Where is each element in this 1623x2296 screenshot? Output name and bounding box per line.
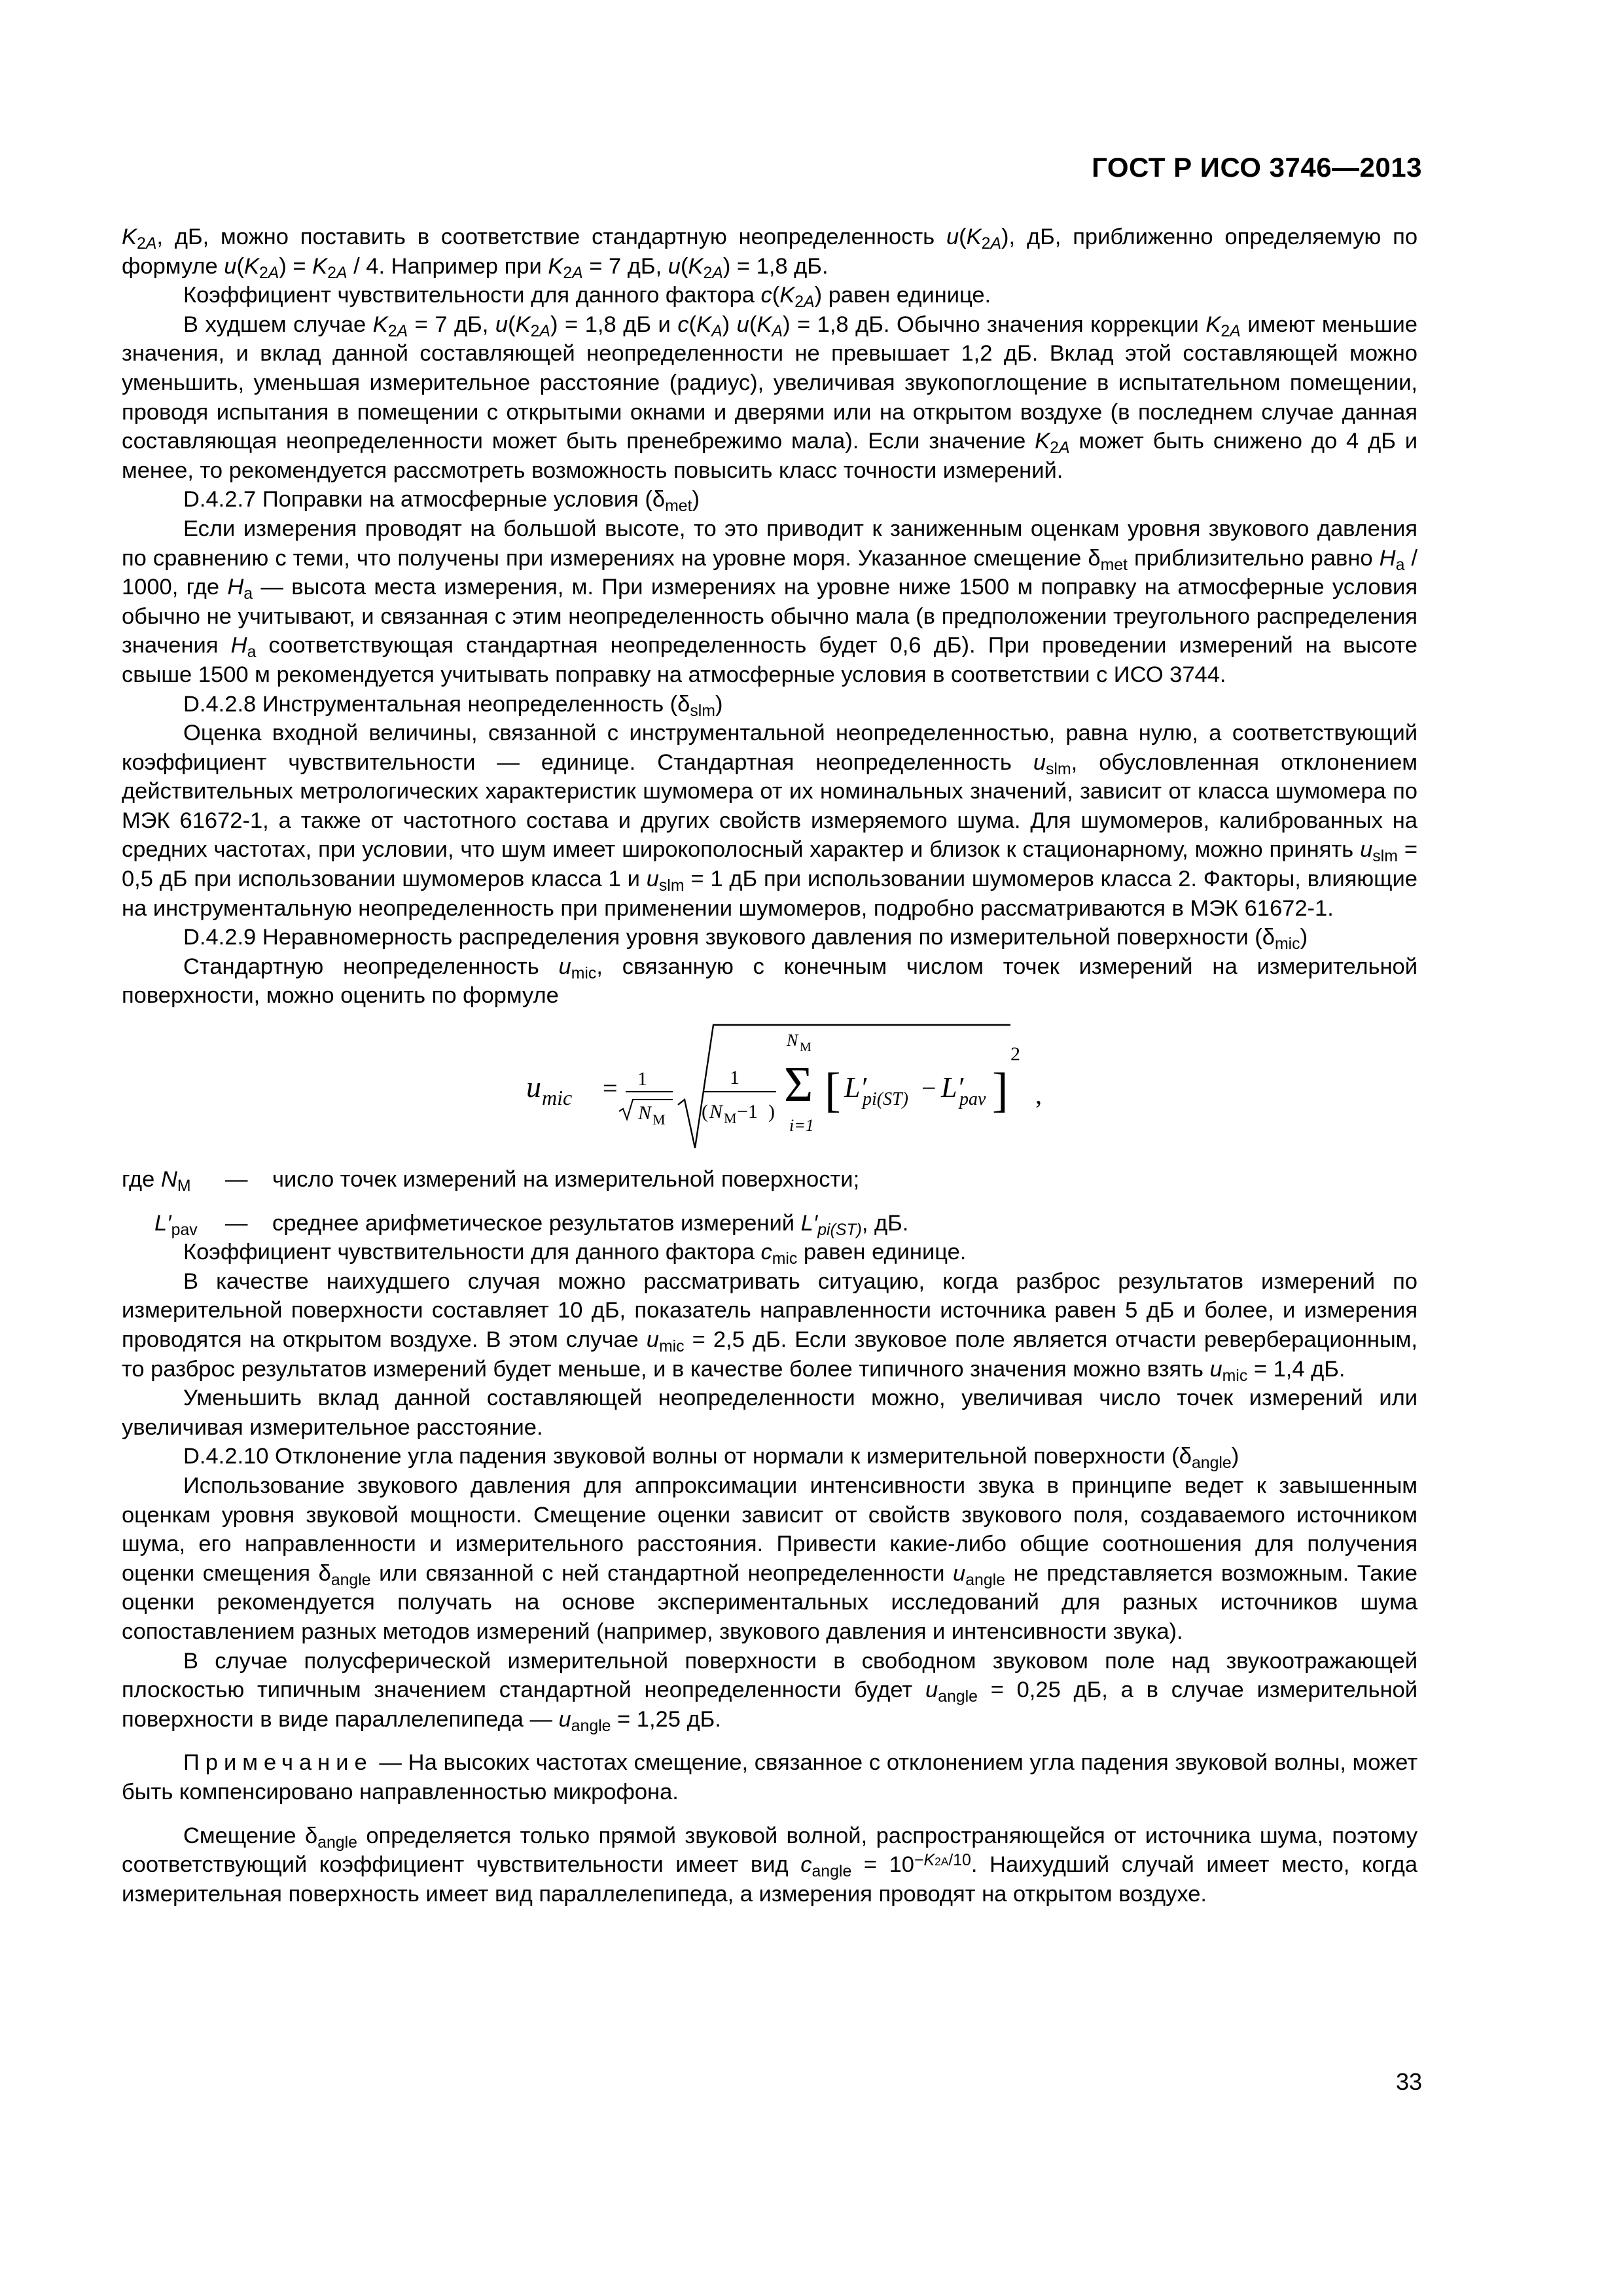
paragraph: В худшем случае $K_{2A} = 7$ дБ, $u(K_{2A}) = 1,8$ дБ и $c(K_A) u(K_A) = 1,8$ дБ. Обычно значения коррекции $K_{2A}$ имеют меньшие значения, и вклад данной составляющей неопределенности не превышает 1,2 дБ. Вклад этой составляющей можно уменьшить, уменьшая измерительное расстояние (радиус), увеличивая звукопоглощение в испытательном помещении, проводя испытания в помещении с открытыми окнами и дверями или на открытом воздухе (в последнем случае данная составляющая неопределенности может быть пренебрежимо мала). Если значение $K_{2A}$ может быть снижено до 4 дБ и менее, то рекомендуется рассмотреть возможность повысить класс точности измерений.: [122, 312, 1418, 483]
formula-sum-lower: i=1: [789, 1116, 814, 1136]
formula-inner-N: N: [709, 1101, 723, 1123]
formula-minus: −: [921, 1073, 936, 1103]
formula-comma: ,: [1035, 1080, 1042, 1110]
paragraph: Оценка входной величины, связанной с инструментальной неопределенностью, равна нулю, а соответствующий коэффициент чувствительности — единице. Стандартная неопределенность $u_{slm}$, обусловленная отклонением действительных метрологических характеристик шумомера от их номинальных значений, зависит от класса шумомера по МЭК 61672-1, а также от частотного состава и других свойств измеряемого шума. Для шумомеров, калиброванных на средних частотах, при условии, что шум имеет широкополосный характер и близок к стационарному, можно принять $u_{slm} = 0,5$ дБ при использовании шумомеров класса 1 и $u_{slm} = 1$ дБ при использовании шумомеров класса 2. Факторы, влияющие на инструментальную неопределенность при применении шумомеров, подробно рассматриваются в МЭК 61672-1.: [122, 721, 1418, 921]
formula-sum-M: M: [800, 1040, 812, 1055]
svg-text:(: (: [702, 1101, 708, 1123]
page-number: 33: [1395, 2068, 1422, 2095]
formula-L1-sub: pi(ST): [863, 1089, 908, 1110]
formula-lhs-sub: mic: [542, 1086, 573, 1110]
definition-text: среднее арифметическое результатов измерений $L'_{pi(ST)}$, дБ.: [272, 1210, 909, 1239]
formula-L2-sub: pav: [959, 1089, 986, 1110]
paragraph: Коэффициент чувствительности для данного фактора $c_{mic}$ равен единице.: [183, 1240, 967, 1268]
formula-umic: [122, 1020, 1418, 1157]
paragraph: В качестве наихудшего случая можно рассматривать ситуацию, когда разброс результатов измерений по измерительной поверхности составляет 10 дБ, показатель направленности источника равен 5 дБ и более, и измерения проводятся на открытом воздухе. В этом случае $u_{mic} = 2,5$ дБ. Если звуковое поле является отчасти реверберационным, то разброс результатов измерений будет меньше, и в качестве более типичного значения можно взять $u_{mic} = 1,4$ дБ.: [122, 1268, 1418, 1385]
paragraph: $K_{2A}$, дБ, можно поставить в соответствие стандартную неопределенность $u(K_{2A})$, дБ, приближенно определяемую по формуле $u(K_{2A}) = K_{2A} / 4$. Например при $K_{2A} = 7$ дБ, $u(K_{2A}) = 1,8$ дБ.: [122, 224, 1418, 282]
svg-text:): ): [768, 1101, 775, 1123]
paragraph: Стандартную неопределенность $u_{mic}$, связанную с конечным числом точек измерений на измерительной поверхности, можно оценить по формуле: [122, 954, 1418, 1009]
formula-den-N: N: [638, 1102, 652, 1124]
document-body: [122, 223, 1418, 1909]
formula-graphic: [122, 1020, 1418, 1157]
formula-den-M: M: [652, 1111, 666, 1128]
formula-L1: L′: [844, 1071, 867, 1104]
formula-inner-minus-one: −1: [737, 1101, 758, 1123]
definition-row: где $N_M$ — число точек измерений на измерительной поверхности;: [122, 1165, 1418, 1194]
paragraph: Уменьшить вклад данной составляющей неопределенности можно, увеличивая число точек измерений или увеличивая измерительное расстояние.: [122, 1386, 1418, 1440]
formula-num-one: 1: [637, 1068, 647, 1090]
paragraph: В случае полусферической измерительной поверхности в свободном звуковом поле над звукоотражающей плоскостью типичным значением стандартной неопределенности будет $u_{angle} = 0,25$ дБ, а в случае измерительной поверхности в виде параллелепипеда — $u_{angle} = 1,25$ дБ.: [122, 1648, 1418, 1735]
definitions: [122, 1165, 1418, 1238]
section-heading: D.4.2.9 Неравномерность распределения уровня звукового давления по измерительной поверхности $(\delta_{mic})$: [183, 925, 1308, 954]
note: Примечание — На высоких частотах смещение, связанное с отклонением угла падения звуковой волны, может быть компенсировано направленностью микрофона.: [122, 1750, 1418, 1804]
formula-L2: L′: [941, 1071, 964, 1104]
section-heading: D.4.2.10 Отклонение угла падения звуковой волны от нормали к измерительной поверхности $(\delta_{angle})$: [183, 1444, 1240, 1473]
formula-sigma: Σ: [784, 1057, 813, 1113]
section-heading: D.4.2.7 Поправки на атмосферные условия $(\delta_{met})$: [183, 487, 700, 516]
section-heading: D.4.2.8 Инструментальная неопределенность $(\delta_{slm})$: [183, 691, 723, 720]
formula-square: 2: [1010, 1043, 1020, 1066]
paragraph: Использование звукового давления для аппроксимации интенсивности звука в принципе ведет к завышенным оценкам уровня звуковой мощности. Смещение оценки зависит от свойств звукового поля, создаваемого источником шума, его направленности и измерительного расстояния. Привести какие-либо общие соотношения для получения оценки смещения $\delta_{angle}$ или связанной с ней стандартной неопределенности $u_{angle}$ не представляется возможным. Такие оценки рекомендуется получать на основе экспериментальных исследований для разных источников шума сопоставлением разных методов измерений (например, звукового давления и интенсивности звука).: [122, 1473, 1418, 1644]
formula-lhs: u: [526, 1070, 541, 1104]
paragraph: Смещение $\delta_{angle}$ определяется только прямой звуковой волной, распространяющейся от источника шума, поэтому соответствующий коэффициент чувствительности имеет вид $c_{angle} = 10^{-K2A/10}$. Наихудший случай имеет место, когда измерительная поверхность имеет вид параллелепипеда, а измерения проводят на открытом воздухе.: [122, 1823, 1418, 1907]
paragraph: Коэффициент чувствительности для данного фактора $c(K_{2A})$ равен единице.: [183, 283, 991, 312]
definition-term: где $N_M$: [122, 1167, 191, 1195]
paragraph: Если измерения проводят на большой высоте, то это приводит к заниженным оценкам уровня звукового давления по сравнению с теми, что получены при измерениях на уровне моря. Указанное смещение $\delta_{met}$ приблизительно равно $H_a / 1000$, где $H_a$ — высота места измерения, м. При измерениях на уровне ниже 1500 м поправку на атмосферные условия обычно не учитывают, и связанная с этим неопределенность обычно мала (в предположении треугольного распределения значения $H_a$ соответствующая стандартная неопределенность будет 0,6 дБ). При проведении измерений на высоте свыше 1500 м рекомендуется учитывать поправку на атмосферные условия в соответствии с ИСО 3744.: [122, 516, 1418, 687]
formula-inner-M: M: [724, 1110, 737, 1127]
formula-inner-one: 1: [730, 1067, 740, 1089]
definition-row: $L'_{pav}$ — среднее арифметическое результатов измерений $L'_{pi(ST)}$, дБ.: [122, 1209, 1418, 1238]
document-header: ГОСТ Р ИСО 3746—2013: [1092, 152, 1422, 183]
svg-text:]: ]: [992, 1064, 1008, 1118]
formula-eq: =: [603, 1073, 618, 1103]
formula-sum-N: N: [787, 1031, 798, 1050]
svg-text:[: [: [825, 1064, 841, 1118]
definition-term: $L'_{pav}$: [154, 1210, 198, 1239]
definition-text: число точек измерений на измерительной поверхности;: [272, 1167, 860, 1193]
